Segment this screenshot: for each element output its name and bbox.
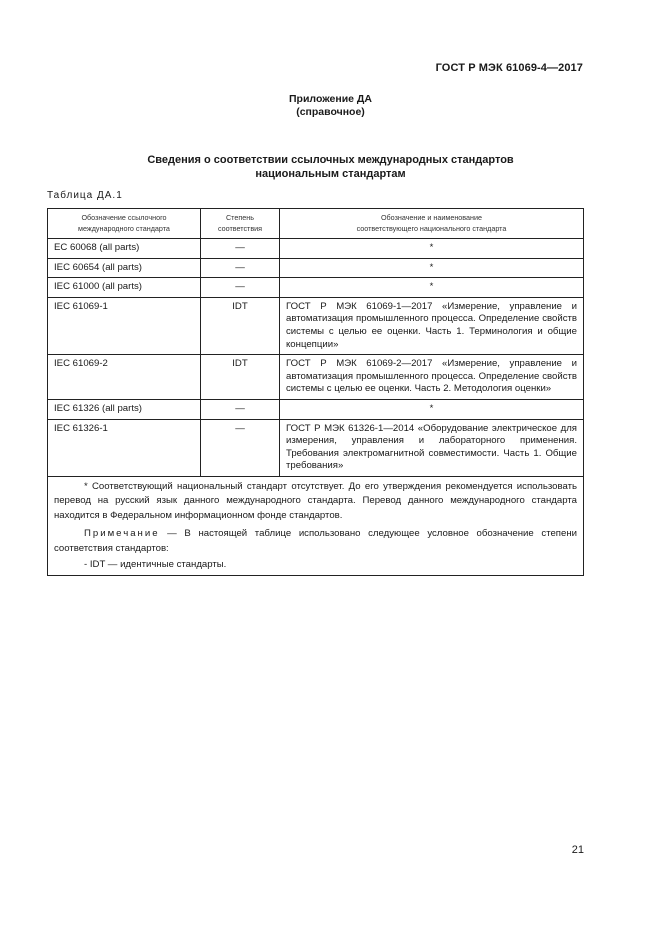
header-col2-line1: Степень <box>225 213 254 222</box>
table-row <box>48 258 584 278</box>
header-degree <box>201 209 280 239</box>
cell-code: EC 60068 (all parts) <box>48 239 201 259</box>
cell-degree: — <box>201 239 280 259</box>
table-notes-row <box>48 476 584 575</box>
note <box>54 527 577 556</box>
table-notes <box>48 476 584 575</box>
cell-code: IEC 61069-2 <box>48 355 201 400</box>
cell-national: * <box>280 258 584 278</box>
footnote: * Соответствующий национальный стандарт отсутствует. До его утверждения рекомендуется использовать перевод на русский язык данного международного стандарта. Перевод данного международного стандарта находится в Федеральном информационном фонде стандартов. <box>54 480 577 521</box>
cell-national: * <box>280 239 584 259</box>
document-code: ГОСТ Р МЭК 61069-4—2017 <box>435 62 583 74</box>
table-row <box>48 355 584 400</box>
table-row <box>48 278 584 298</box>
note-text: — В настоящей таблице использовано следующее условное обозначение степени соответствия стандартов: <box>54 528 577 554</box>
cell-degree: IDT <box>201 355 280 400</box>
cell-code: IEC 61326-1 <box>48 419 201 476</box>
cell-national: ГОСТ Р МЭК 61069-2—2017 «Измерение, управление и автоматизация промышленного процесса. Определение свойств системы с целью ее оценки. Часть 2. Методология оценки» <box>280 355 584 400</box>
table-row <box>48 419 584 476</box>
annex-subtitle: (справочное) <box>296 106 365 118</box>
header-col3-line2: соответствующего национального стандарта <box>356 223 507 233</box>
table-header-row <box>48 209 584 239</box>
annex-title: Приложение ДА <box>289 93 372 105</box>
cell-degree: — <box>201 258 280 278</box>
cell-degree: — <box>201 419 280 476</box>
cell-code: IEC 61069-1 <box>48 297 201 354</box>
cell-degree: — <box>201 399 280 419</box>
header-col3-line1: Обозначение и наименование <box>380 213 483 222</box>
cell-national: * <box>280 278 584 298</box>
table-row <box>48 239 584 259</box>
note-item: - IDT — идентичные стандарты. <box>84 558 227 570</box>
cell-degree: — <box>201 278 280 298</box>
table-row <box>48 399 584 419</box>
correspondence-table <box>47 208 584 576</box>
cell-code: IEC 61326 (all parts) <box>48 399 201 419</box>
cell-national: ГОСТ Р МЭК 61069-1—2017 «Измерение, управление и автоматизация промышленного процесса. Определение свойств системы с целью ее оценки. Часть 1. Терминология и общие концепции» <box>280 297 584 354</box>
header-col1-line2: международного стандарта <box>78 223 170 233</box>
page-number: 21 <box>571 844 584 856</box>
header-international-standard <box>48 209 201 239</box>
section-heading-line1: Сведения о соответствии ссылочных международных стандартов <box>147 154 514 166</box>
note-label: Примечание <box>84 528 160 540</box>
table-row <box>48 297 584 354</box>
header-col2-line2: соответствия <box>217 223 263 233</box>
cell-code: IEC 60654 (all parts) <box>48 258 201 278</box>
header-col1-line1: Обозначение ссылочного <box>81 213 167 222</box>
header-national-standard <box>280 209 584 239</box>
cell-national: ГОСТ Р МЭК 61326-1—2014 «Оборудование электрическое для измерения, управления и лабораторного применения. Требования электромагнитной совместимости. Часть 1. Общие требования» <box>280 419 584 476</box>
section-heading-line2: национальным стандартам <box>255 168 406 180</box>
table-caption: Таблица ДА.1 <box>47 190 123 201</box>
cell-national: * <box>280 399 584 419</box>
cell-code: IEC 61000 (all parts) <box>48 278 201 298</box>
cell-degree: IDT <box>201 297 280 354</box>
